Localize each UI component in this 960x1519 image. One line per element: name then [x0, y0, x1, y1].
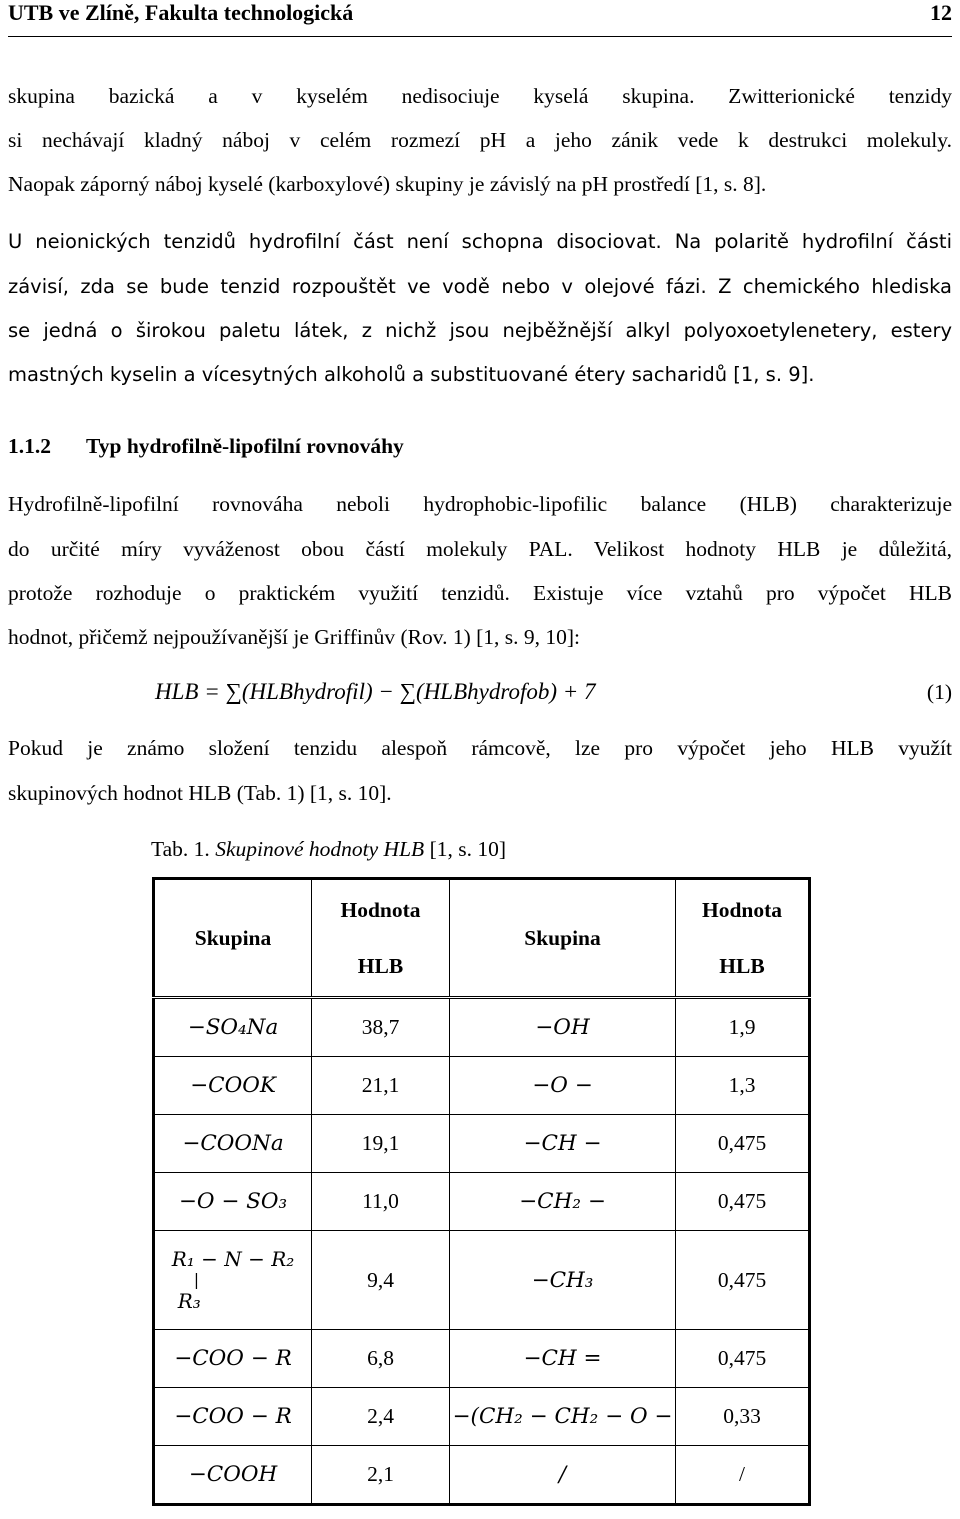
amine-bond: | [193, 1270, 200, 1289]
group-cell: / [450, 1446, 676, 1505]
group-cell: −CH₂ − [450, 1173, 676, 1231]
amine-bottom: R₃ [177, 1289, 201, 1313]
table-row [154, 1057, 810, 1115]
group-cell: −COOK [154, 1057, 312, 1115]
paragraph2-line-4: mastných kyselin a vícesytných alkoholů a substituované étery sacharidů [1, s. 9]. [8, 363, 815, 386]
caption-ref: [1, s. 10] [424, 837, 506, 861]
value-cell: 21,1 [312, 1057, 450, 1115]
value-cell: 0,475 [676, 1231, 810, 1330]
header-title: UTB ve Zlíně, Fakulta technologická [8, 0, 354, 25]
value-cell: 0,33 [676, 1388, 810, 1446]
value-cell: 0,475 [676, 1330, 810, 1388]
group-cell: −COO − R [154, 1388, 312, 1446]
table-row [154, 1446, 810, 1505]
value-cell: 19,1 [312, 1115, 450, 1173]
paragraph1-line-1: skupina bazická a v kyselém nedisociuje kyselá skupina. Zwitterionické tenzidy [8, 84, 952, 108]
group-cell: −COO − R [154, 1330, 312, 1388]
header-hodnota-2 [676, 879, 810, 998]
value-cell: 1,9 [676, 998, 810, 1057]
paragraph2-line-3: se jedná o širokou paletu látek, z nichž jsou nejběžnější alkyl polyoxoetylenetery, estery [8, 319, 952, 342]
value-cell: 38,7 [312, 998, 450, 1057]
amine-structure [172, 1245, 295, 1315]
table-row [154, 1330, 810, 1388]
value-cell: 1,3 [676, 1057, 810, 1115]
paragraph3-line-3: protože rozhoduje o praktickém využití tenzidů. Existuje více vztahů pro výpočet HLB [8, 581, 952, 605]
group-cell: −CH = [450, 1330, 676, 1388]
header-skupina-1: Skupina [154, 879, 312, 998]
paragraph3-line-1: Hydrofilně-lipofilní rovnováha neboli hydrophobic-lipofilic balance (HLB) charakterizuje [8, 492, 952, 516]
group-cell: −CH₃ [450, 1231, 676, 1330]
section-number: 1.1.2 [8, 434, 51, 458]
paragraph4-line-2: skupinových hodnot HLB (Tab. 1) [1, s. 10]. [8, 781, 392, 805]
group-cell-amine [154, 1231, 312, 1330]
value-cell: 2,4 [312, 1388, 450, 1446]
value-cell: 9,4 [312, 1231, 450, 1330]
table-header-row [154, 879, 810, 998]
paragraph4-line-1: Pokud je známo složení tenzidu alespoň rámcově, lze pro výpočet jeho HLB využít [8, 736, 952, 760]
group-cell: −SO₄Na [154, 998, 312, 1057]
caption-prefix: Tab. 1. [151, 837, 216, 861]
header-hodnota-1-text: Hodnota HLB [340, 898, 421, 978]
value-cell: / [676, 1446, 810, 1505]
paragraph1-line-3: Naopak záporný náboj kyselé (karboxylové) skupiny je závislý na pH prostředí [1, s. 8]. [8, 172, 767, 196]
header-hodnota-2-text: Hodnota HLB [701, 898, 783, 978]
table-row [154, 998, 810, 1057]
paragraph3-line-2: do určité míry vyváženost obou částí molekuly PAL. Velikost hodnoty HLB je důležitá, [8, 537, 952, 561]
paragraph1-line-2: si nechávají kladný náboj v celém rozmezí pH a jeho zánik vede k destrukci molekuly. [8, 128, 952, 152]
header-skupina-2: Skupina [450, 879, 676, 998]
page-number: 12 [930, 0, 952, 25]
group-cell: −COONa [154, 1115, 312, 1173]
paragraph2-line-1: U neionických tenzidů hydrofilní část není schopna disociovat. Na polaritě hydrofilní části [8, 230, 952, 253]
table-row [154, 1115, 810, 1173]
caption-title: Skupinové hodnoty HLB [215, 837, 425, 861]
page-header [8, 0, 952, 37]
hlb-table [152, 877, 811, 1506]
griffin-equation: HLB = ∑(HLBhydrofil) − ∑(HLBhydrofob) + 7 [155, 679, 596, 704]
amine-top: R₁ − N − R₂ [171, 1247, 295, 1271]
group-cell: −CH − [450, 1115, 676, 1173]
group-cell: −COOH [154, 1446, 312, 1505]
group-cell: −O − [450, 1057, 676, 1115]
equation-number: (1) [926, 680, 952, 704]
group-cell: −OH [450, 998, 676, 1057]
table-row [154, 1231, 810, 1330]
value-cell: 0,475 [676, 1173, 810, 1231]
value-cell: 2,1 [312, 1446, 450, 1505]
value-cell: 11,0 [312, 1173, 450, 1231]
table-row [154, 1388, 810, 1446]
group-cell: −O − SO₃ [154, 1173, 312, 1231]
section-title: Typ hydrofilně-lipofilní rovnováhy [86, 434, 404, 458]
value-cell: 6,8 [312, 1330, 450, 1388]
paragraph3-line-4: hodnot, přičemž nejpoužívanější je Griffinův (Rov. 1) [1, s. 9, 10]: [8, 625, 581, 649]
value-cell: 0,475 [676, 1115, 810, 1173]
paragraph2-line-2: závisí, zda se bude tenzid rozpouštět ve vodě nebo v olejové fázi. Z chemického hlediska [8, 275, 952, 298]
group-cell: −(CH₂ − CH₂ − O − [450, 1388, 676, 1446]
section-heading [8, 433, 952, 459]
header-hodnota-1 [312, 879, 450, 998]
table-caption [151, 836, 506, 862]
table-row [154, 1173, 810, 1231]
